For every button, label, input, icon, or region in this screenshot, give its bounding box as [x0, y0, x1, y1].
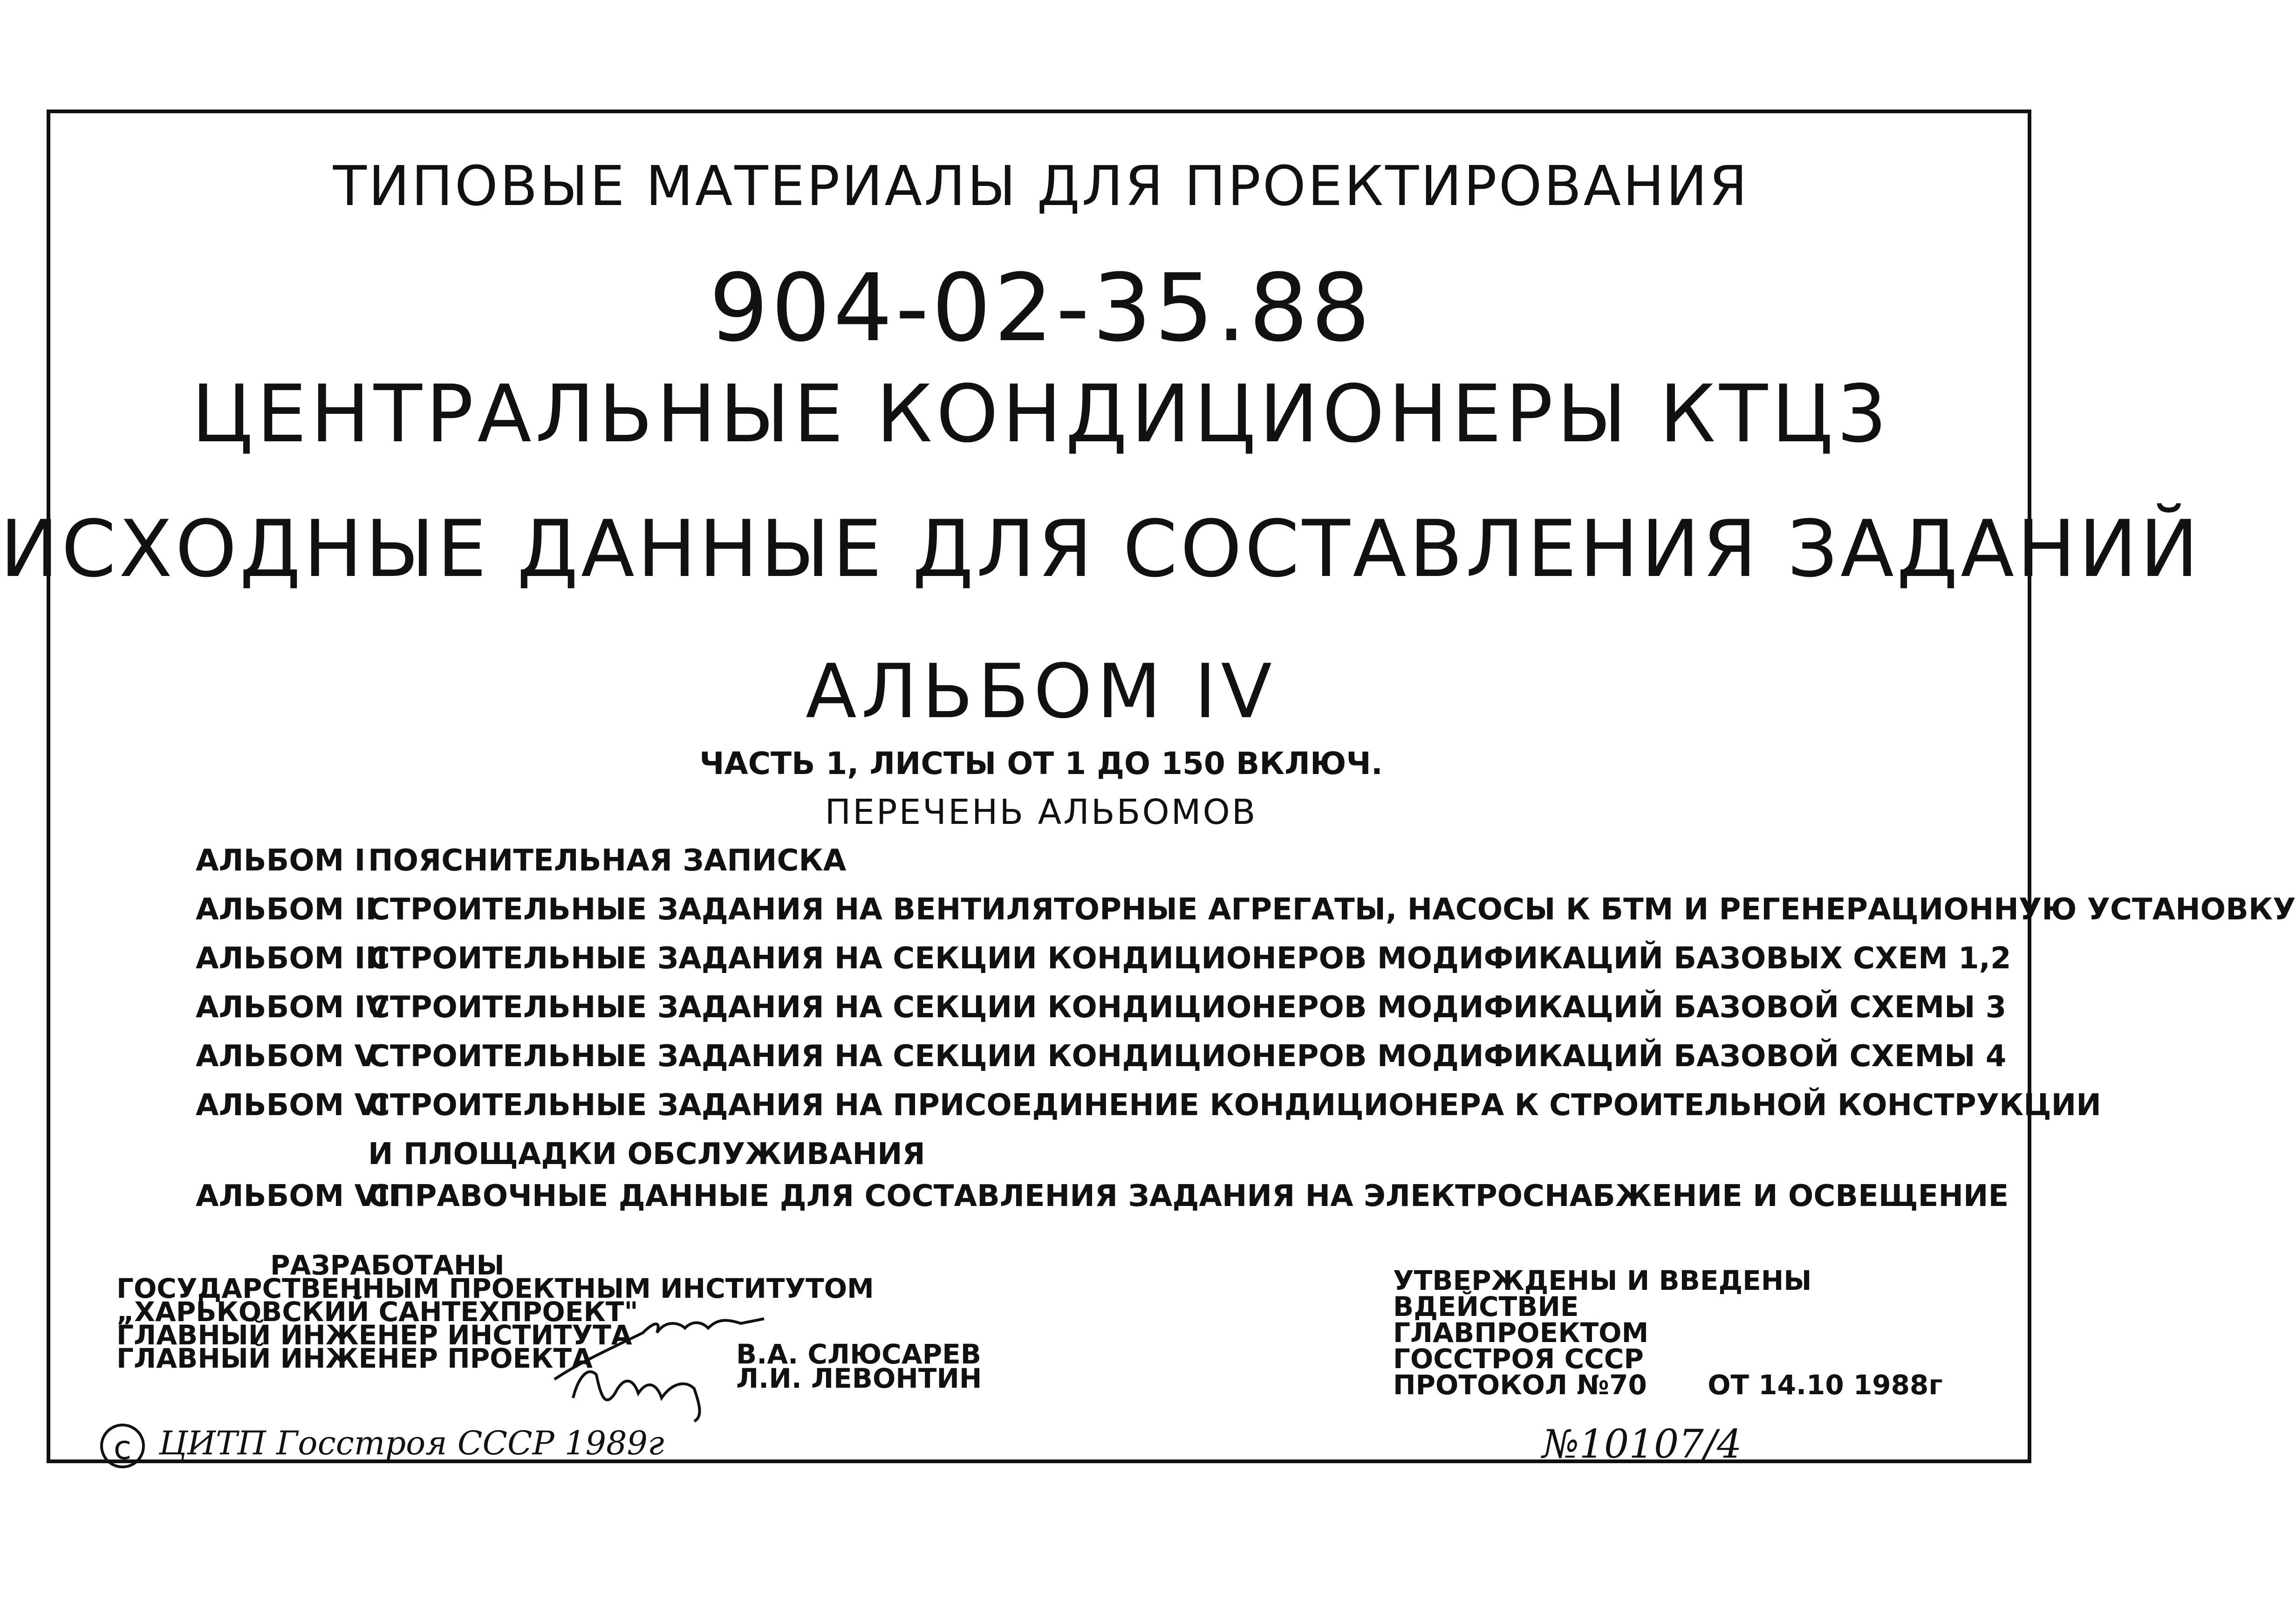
- copyright-text: ЦИТП Госстроя СССР 1989г: [159, 1424, 664, 1462]
- chief-names-block: [736, 1338, 982, 1394]
- album-number: АЛЬБОМ II: [196, 892, 377, 927]
- album-number: АЛЬБОМ V: [196, 1039, 378, 1074]
- album-title: АЛЬБОМ IV: [806, 648, 1277, 735]
- developer-institute-name: „ХАРЬКОВСКИЙ САНТЕХПРОЕКТ": [116, 1296, 638, 1328]
- album-number: АЛЬБОМ IV: [196, 990, 389, 1025]
- list-item: [196, 1179, 2013, 1228]
- subject-title: ИСХОДНЫЕ ДАННЫЕ ДЛЯ СОСТАВЛЕНИЯ ЗАДАНИЙ: [0, 503, 2201, 595]
- inventory-number: №10107/4: [1542, 1421, 1742, 1467]
- approval-block: [1393, 1265, 1943, 1401]
- copyright-icon: c: [100, 1424, 145, 1468]
- album-description: СТРОИТЕЛЬНЫЕ ЗАДАНИЯ НА СЕКЦИИ КОНДИЦИОНЕРОВ МОДИФИКАЦИЙ БАЗОВОЙ СХЕМЫ 3: [368, 990, 2007, 1025]
- album-description: СТРОИТЕЛЬНЫЕ ЗАДАНИЯ НА ВЕНТИЛЯТОРНЫЕ АГРЕГАТЫ, НАСОСЫ К БТМ И РЕГЕНЕРАЦИОННУЮ УСТАНОВКУ: [368, 892, 2296, 927]
- list-item-continuation: [196, 1137, 2013, 1179]
- protocol-number: ПРОТОКОЛ №70: [1393, 1369, 1647, 1401]
- copyright-stamp: [100, 1424, 664, 1468]
- album-number: АЛЬБОМ VII: [196, 1179, 400, 1213]
- album-description: СПРАВОЧНЫЕ ДАННЫЕ ДЛЯ СОСТАВЛЕНИЯ ЗАДАНИЯ НА ЭЛЕКТРОСНАБЖЕНИЕ И ОСВЕЩЕНИЕ: [368, 1179, 2009, 1213]
- approval-line: ГОССТРОЯ СССР: [1393, 1343, 1644, 1375]
- list-item: [196, 990, 2013, 1039]
- album-description: СТРОИТЕЛЬНЫЕ ЗАДАНИЯ НА ПРИСОЕДИНЕНИЕ КОНДИЦИОНЕРА К СТРОИТЕЛЬНОЙ КОНСТРУКЦИИ: [368, 1088, 2101, 1123]
- developer-institute-line: ГОСУДАРСТВЕННЫМ ПРОЕКТНЫМ ИНСТИТУТОМ: [116, 1273, 874, 1304]
- album-number: АЛЬБОМ VI: [196, 1088, 389, 1123]
- protocol-date: ОТ 14.10 1988г: [1708, 1369, 1943, 1401]
- approval-line: ВДЕЙСТВИЕ: [1393, 1291, 1579, 1322]
- chief-institute-title: ГЛАВНЫЙ ИНЖЕНЕР ИНСТИТУТА: [116, 1319, 632, 1351]
- album-description: СТРОИТЕЛЬНЫЕ ЗАДАНИЯ НА СЕКЦИИ КОНДИЦИОНЕРОВ МОДИФИКАЦИЙ БАЗОВОЙ СХЕМЫ 4: [368, 1039, 2007, 1074]
- list-item: [196, 892, 2296, 941]
- project-code: 904-02-35.88: [709, 254, 1374, 363]
- list-item: [196, 941, 2013, 990]
- album-description: СТРОИТЕЛЬНЫЕ ЗАДАНИЯ НА СЕКЦИИ КОНДИЦИОНЕРОВ МОДИФИКАЦИЙ БАЗОВЫХ СХЕМ 1,2: [368, 941, 2011, 976]
- list-item: [196, 1088, 2101, 1137]
- album-number: АЛЬБОМ III: [196, 941, 388, 976]
- approval-line: УТВЕРЖДЕНЫ И ВВЕДЕНЫ: [1393, 1265, 1812, 1296]
- developer-heading: РАЗРАБОТАНЫ: [270, 1249, 505, 1281]
- part-info: ЧАСТЬ 1, ЛИСТЫ ОТ 1 ДО 150 ВКЛЮЧ.: [699, 746, 1383, 781]
- chief-project-name: Л.И. ЛЕВОНТИН: [736, 1363, 982, 1394]
- album-list-heading: ПЕРЕЧЕНЬ АЛЬБОМОВ: [825, 792, 1257, 832]
- album-number: АЛЬБОМ I: [196, 843, 366, 878]
- chief-institute-name: В.А. СЛЮСАРЕВ: [736, 1338, 981, 1370]
- series-title: ТИПОВЫЕ МАТЕРИАЛЫ ДЛЯ ПРОЕКТИРОВАНИЯ: [333, 154, 1749, 218]
- approval-line: ГЛАВПРОЕКТОМ: [1393, 1317, 1649, 1349]
- album-description: ПОЯСНИТЕЛЬНАЯ ЗАПИСКА: [368, 843, 847, 878]
- album-description-continued: И ПЛОЩАДКИ ОБСЛУЖИВАНИЯ: [368, 1137, 925, 1171]
- protocol-row: [1393, 1369, 1943, 1401]
- product-title: ЦЕНТРАЛЬНЫЕ КОНДИЦИОНЕРЫ КТЦ3: [191, 368, 1891, 460]
- list-item: [196, 1039, 2013, 1088]
- list-item: [196, 843, 2013, 892]
- album-list: [196, 843, 2296, 1228]
- chief-project-title: ГЛАВНЫЙ ИНЖЕНЕР ПРОЕКТА: [116, 1343, 593, 1374]
